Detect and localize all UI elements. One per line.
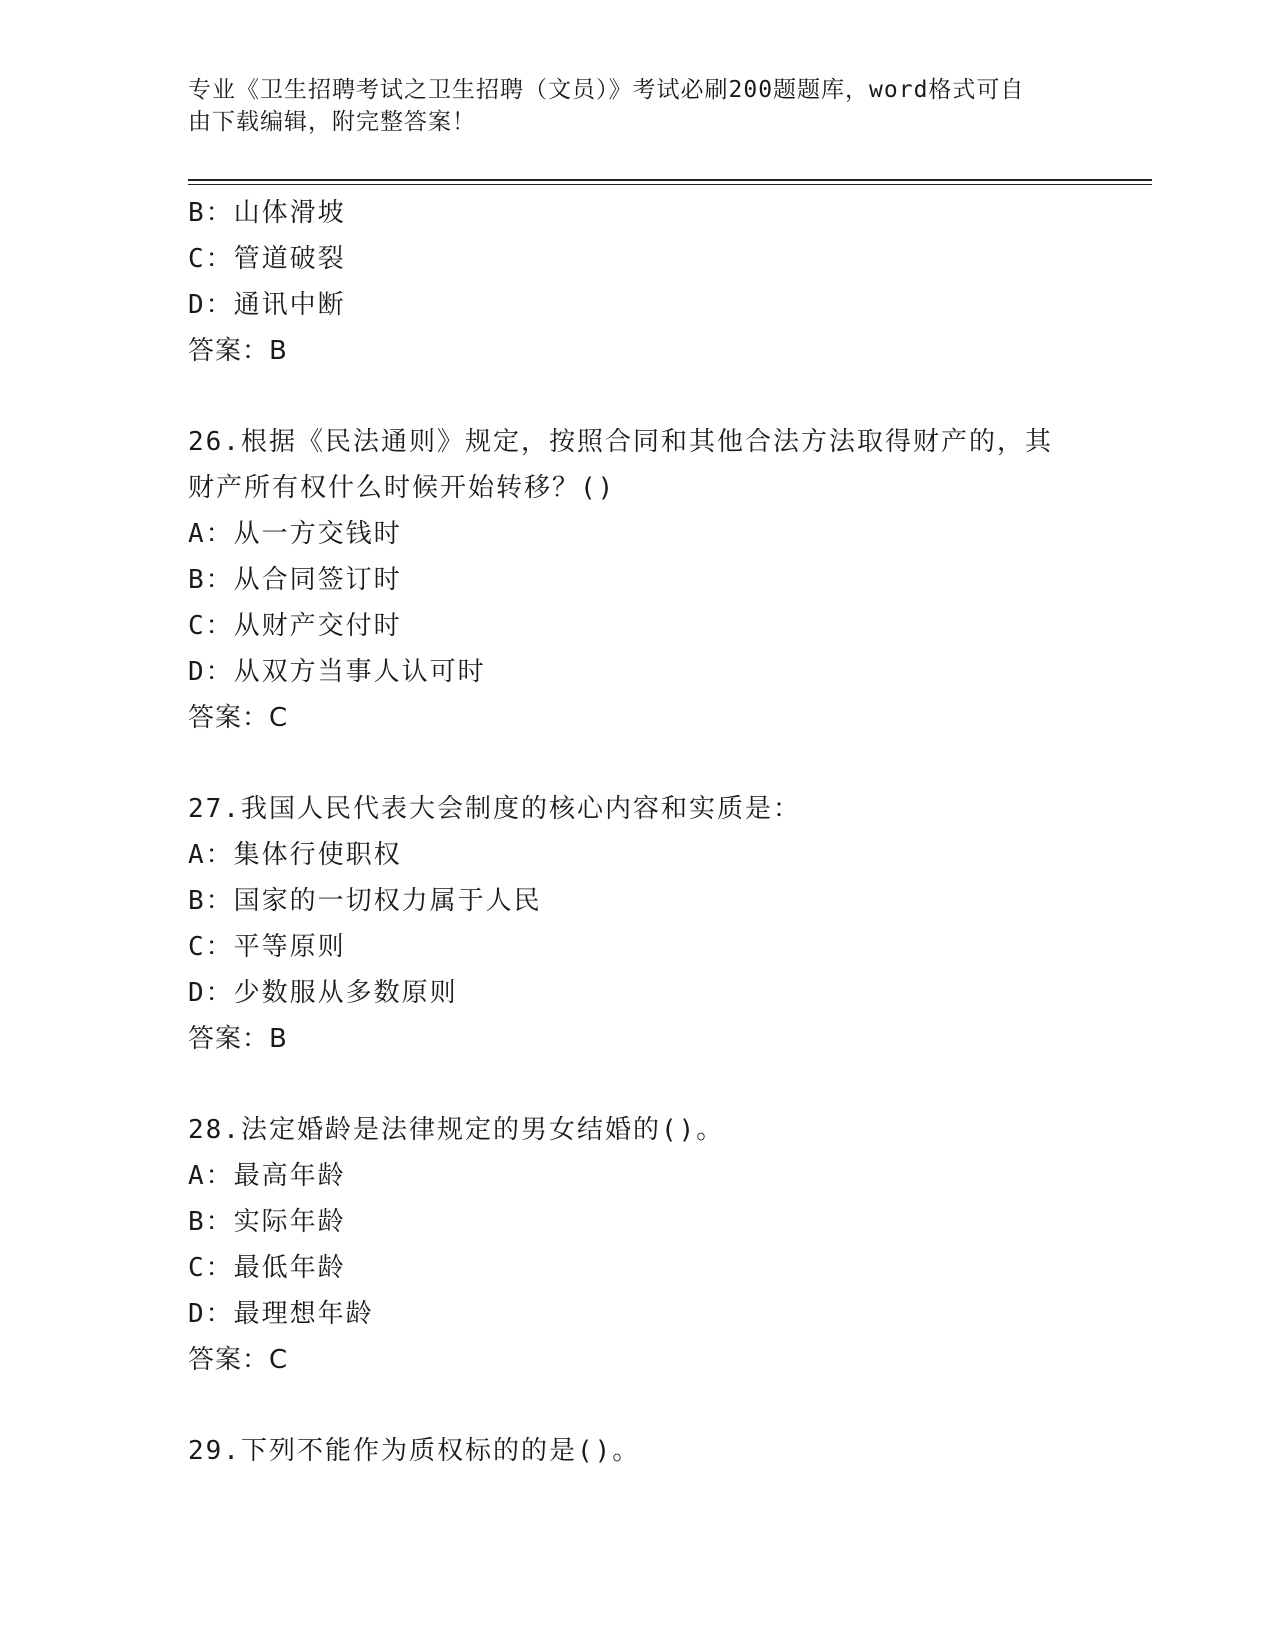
spacer bbox=[188, 1062, 1138, 1107]
answer: 答案：B bbox=[188, 1024, 288, 1054]
option-c: C：管道破裂 bbox=[188, 244, 346, 274]
question-text: 29.下列不能作为质权标的的是()。 bbox=[188, 1436, 641, 1466]
header-divider-thick bbox=[188, 179, 1152, 181]
question-text-cont: 财产所有权什么时候开始转移？() bbox=[188, 473, 616, 503]
question-27-block bbox=[188, 786, 1138, 1062]
header-divider-thin bbox=[188, 184, 1152, 185]
option-c: C：从财产交付时 bbox=[188, 611, 402, 641]
question-26-block bbox=[188, 419, 1138, 741]
question-text: 28.法定婚龄是法律规定的男女结婚的()。 bbox=[188, 1115, 725, 1145]
header-line-2: 由下载编辑，附完整答案！ bbox=[188, 109, 476, 135]
option-c: C：最低年龄 bbox=[188, 1253, 346, 1283]
answer: 答案：C bbox=[188, 703, 289, 733]
question-text: 26.根据《民法通则》规定，按照合同和其他合法方法取得财产的，其 bbox=[188, 427, 1053, 457]
option-d: D：少数服从多数原则 bbox=[188, 978, 458, 1008]
option-a: A：从一方交钱时 bbox=[188, 519, 402, 549]
answer: 答案：B bbox=[188, 336, 288, 366]
option-b: B：国家的一切权力属于人民 bbox=[188, 886, 542, 916]
option-b: B：实际年龄 bbox=[188, 1207, 346, 1237]
option-a: A：最高年龄 bbox=[188, 1161, 346, 1191]
option-b: B：从合同签订时 bbox=[188, 565, 402, 595]
answer: 答案：C bbox=[188, 1345, 289, 1375]
option-a: A：集体行使职权 bbox=[188, 840, 402, 870]
option-c: C：平等原则 bbox=[188, 932, 346, 962]
option-d: D：从双方当事人认可时 bbox=[188, 657, 486, 687]
option-d: D：通讯中断 bbox=[188, 290, 346, 320]
question-text: 27.我国人民代表大会制度的核心内容和实质是： bbox=[188, 794, 801, 824]
option-b: B：山体滑坡 bbox=[188, 198, 346, 228]
spacer bbox=[188, 741, 1138, 786]
question-25-block bbox=[188, 190, 1138, 374]
spacer bbox=[188, 1383, 1138, 1428]
header-line-1: 专业《卫生招聘考试之卫生招聘（文员）》考试必刷200题题库，word格式可自 bbox=[188, 77, 1025, 103]
question-28-block bbox=[188, 1107, 1138, 1383]
spacer bbox=[188, 374, 1138, 419]
document-header bbox=[188, 74, 1088, 138]
question-list bbox=[188, 190, 1138, 1474]
question-29-block bbox=[188, 1428, 1138, 1474]
option-d: D：最理想年龄 bbox=[188, 1299, 374, 1329]
